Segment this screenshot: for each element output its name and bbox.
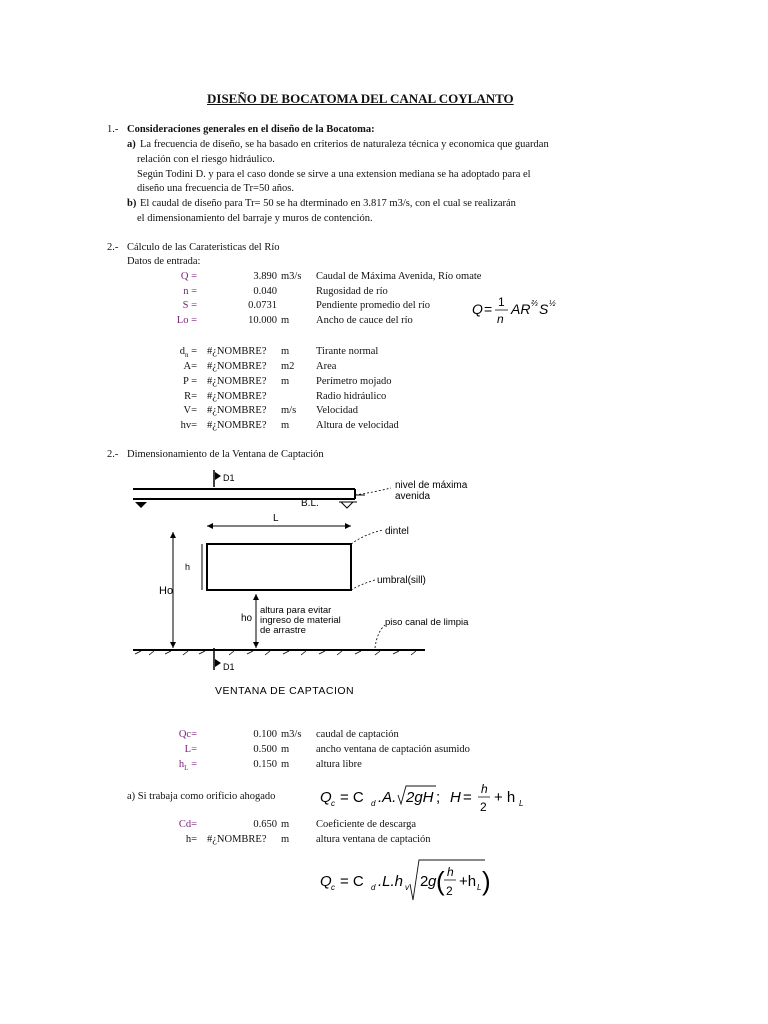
- svg-text:AR: AR: [511, 301, 531, 317]
- output-value: #¿NOMBRE?: [207, 346, 267, 357]
- output-description: Area: [316, 361, 337, 372]
- section-3-number: 2.-: [107, 449, 119, 460]
- manning-equation: [470, 292, 570, 328]
- output-symbol: hv=: [180, 420, 197, 431]
- param-unit: m: [281, 744, 290, 755]
- output-value: #¿NOMBRE?: [207, 361, 267, 372]
- input-value: 3.890: [253, 271, 277, 282]
- param-unit: m3/s: [281, 729, 302, 740]
- param-description: altura ventana de captación: [316, 834, 431, 845]
- section-marker-top: D1: [223, 473, 235, 483]
- section-2-heading: Cálculo de las Carateristicas del Río: [127, 242, 280, 253]
- lintel-label: dintel: [385, 526, 409, 537]
- svg-text:½: ½: [549, 299, 556, 308]
- param-value: #¿NOMBRE?: [207, 834, 267, 845]
- svg-text:1: 1: [498, 295, 505, 309]
- output-description: Perímetro mojado: [316, 376, 392, 387]
- page-title: DISEÑO DE BOCATOMA DEL CANAL COYLANTO: [207, 91, 514, 106]
- section-marker-bottom: D1: [223, 662, 235, 672]
- section-1-number: 1.-: [107, 124, 119, 135]
- item-a-line-3: Según Todini D. y para el caso donde se sirve a una extension mediana se ha adoptado para el: [137, 169, 531, 180]
- param-symbol: $h_L$ =: [178, 759, 197, 773]
- item-b-line-1: El caudal de diseño para Tr= 50 se ha dterminado en 3.817 m3/s, con el cual se realizarán: [140, 198, 516, 209]
- svg-text:.A.: .A.: [378, 789, 397, 806]
- input-value: 0.040: [253, 286, 277, 297]
- output-value: #¿NOMBRE?: [207, 376, 267, 387]
- svg-text:+ h: + h: [494, 789, 516, 806]
- input-value: 0.0731: [248, 300, 277, 311]
- svg-text:Q: Q: [320, 873, 332, 890]
- svg-text:L: L: [519, 799, 524, 808]
- param-unit: m: [281, 819, 290, 830]
- input-symbol: S =: [182, 300, 197, 311]
- svg-text:n: n: [497, 312, 504, 326]
- input-unit: m: [281, 315, 290, 326]
- svg-text:;: ;: [436, 789, 441, 806]
- svg-text:d: d: [371, 883, 376, 892]
- output-symbol: $d_n$ =: [179, 346, 197, 360]
- discharge-equation: [318, 858, 491, 904]
- sill-label: umbral(sill): [377, 575, 426, 586]
- output-description: Velocidad: [316, 405, 358, 416]
- output-unit: m2: [281, 361, 295, 372]
- output-unit: m: [281, 420, 290, 431]
- input-description: Pendiente promedio del río: [316, 300, 431, 311]
- sill-note-3: de arrastre: [260, 625, 306, 636]
- param-value: 0.500: [253, 744, 277, 755]
- output-symbol: P =: [183, 376, 197, 387]
- param-value: 0.650: [253, 819, 277, 830]
- svg-text:2: 2: [446, 884, 453, 898]
- input-symbol: n =: [183, 286, 197, 297]
- section-3-heading: Dimensionamiento de la Ventana de Captación: [127, 449, 324, 460]
- output-description: Radio hidráulico: [316, 391, 387, 402]
- svg-text:g: g: [428, 873, 437, 890]
- orifice-case-label: a) Si trabaja como orificio ahogado: [127, 791, 276, 802]
- output-description: Altura de velocidad: [316, 420, 399, 431]
- svg-text:S: S: [539, 301, 549, 317]
- output-unit: m: [281, 346, 290, 357]
- max-level-label-2: avenida: [395, 491, 431, 502]
- svg-text:c: c: [331, 799, 335, 808]
- svg-text:.L.h: .L.h: [378, 873, 404, 890]
- svg-text:Q: Q: [472, 301, 483, 317]
- item-a-line-1: La frecuencia de diseño, se ha basado en criterios de naturaleza técnica y economica que guardan: [140, 139, 549, 150]
- output-value: #¿NOMBRE?: [207, 420, 267, 431]
- svg-text:=: =: [484, 301, 493, 317]
- svg-text:h: h: [447, 865, 454, 879]
- svg-text:): ): [482, 866, 491, 896]
- param-symbol: Qc=: [178, 729, 197, 740]
- param-unit: m: [281, 759, 290, 770]
- input-description: Ancho de cauce del río: [316, 315, 413, 326]
- output-symbol: V=: [183, 405, 197, 416]
- param-symbol: Cd=: [178, 819, 197, 830]
- item-b-line-2: el dimensionamiento del barraje y muros de contención.: [137, 213, 373, 224]
- item-a-label: a): [127, 139, 136, 150]
- param-description: ancho ventana de captación asumido: [316, 744, 470, 755]
- param-description: caudal de captación: [316, 729, 399, 740]
- svg-text:=: =: [463, 789, 472, 806]
- svg-text:v: v: [405, 883, 409, 892]
- intake-window-diagram: [125, 470, 500, 700]
- input-description: Rugosidad de río: [316, 286, 388, 297]
- output-symbol: A=: [183, 361, 197, 372]
- svg-text:H: H: [450, 789, 461, 806]
- section-2-number: 2.-: [107, 242, 119, 253]
- height-label: h: [185, 562, 191, 572]
- bl-label: B.L.: [301, 498, 319, 509]
- max-level-label-1: nivel de máxima: [395, 480, 468, 491]
- svg-text:⅔: ⅔: [531, 299, 538, 308]
- section-1-heading: Consideraciones generales en el diseño de la Bocatoma:: [127, 124, 375, 135]
- output-unit: m: [281, 376, 290, 387]
- param-description: altura libre: [316, 759, 362, 770]
- param-description: Coeficiente de descarga: [316, 819, 417, 830]
- param-symbol: L=: [184, 744, 197, 755]
- input-symbol: Q =: [180, 271, 197, 282]
- svg-text:(: (: [436, 866, 445, 896]
- output-unit: m/s: [281, 405, 297, 416]
- output-symbol: R=: [184, 391, 197, 402]
- input-symbol: Lo =: [176, 315, 197, 326]
- param-symbol: h=: [185, 834, 197, 845]
- svg-text:L: L: [477, 883, 482, 892]
- svg-text:2: 2: [480, 800, 487, 814]
- param-value: 0.100: [253, 729, 277, 740]
- diagram-caption: VENTANA DE CAPTACION: [215, 685, 355, 697]
- svg-text:Q: Q: [320, 789, 332, 806]
- total-height-label: Ho: [159, 585, 174, 597]
- input-description: Caudal de Máxima Avenida, Río omate: [316, 271, 482, 282]
- sill-height-label: ho: [241, 613, 253, 624]
- output-value: #¿NOMBRE?: [207, 391, 267, 402]
- svg-text:= C: = C: [340, 789, 364, 806]
- svg-text:d: d: [371, 799, 376, 808]
- item-a-line-4: diseño una frecuencia de Tr=50 años.: [137, 183, 294, 194]
- floor-label: piso canal de limpia: [385, 617, 469, 628]
- item-a-line-2: relación con el riesgo hidráulico.: [137, 154, 275, 165]
- orifice-equation: [318, 778, 528, 818]
- svg-text:2gH: 2gH: [406, 789, 434, 806]
- svg-text:2: 2: [420, 873, 429, 890]
- sill-note-1: altura para evitar: [260, 605, 332, 616]
- svg-text:c: c: [331, 883, 335, 892]
- input-unit: m3/s: [281, 271, 302, 282]
- output-description: Tirante normal: [316, 346, 379, 357]
- item-b-label: b): [127, 198, 137, 209]
- width-label: L: [273, 513, 279, 524]
- svg-text:+h: +h: [459, 873, 477, 890]
- sill-note-2: ingreso de material: [260, 615, 341, 626]
- input-data-label: Datos de entrada:: [127, 256, 201, 267]
- svg-text:= C: = C: [340, 873, 364, 890]
- param-value: 0.150: [253, 759, 277, 770]
- svg-text:h: h: [481, 782, 488, 796]
- param-unit: m: [281, 834, 290, 845]
- output-value: #¿NOMBRE?: [207, 405, 267, 416]
- input-value: 10.000: [248, 315, 277, 326]
